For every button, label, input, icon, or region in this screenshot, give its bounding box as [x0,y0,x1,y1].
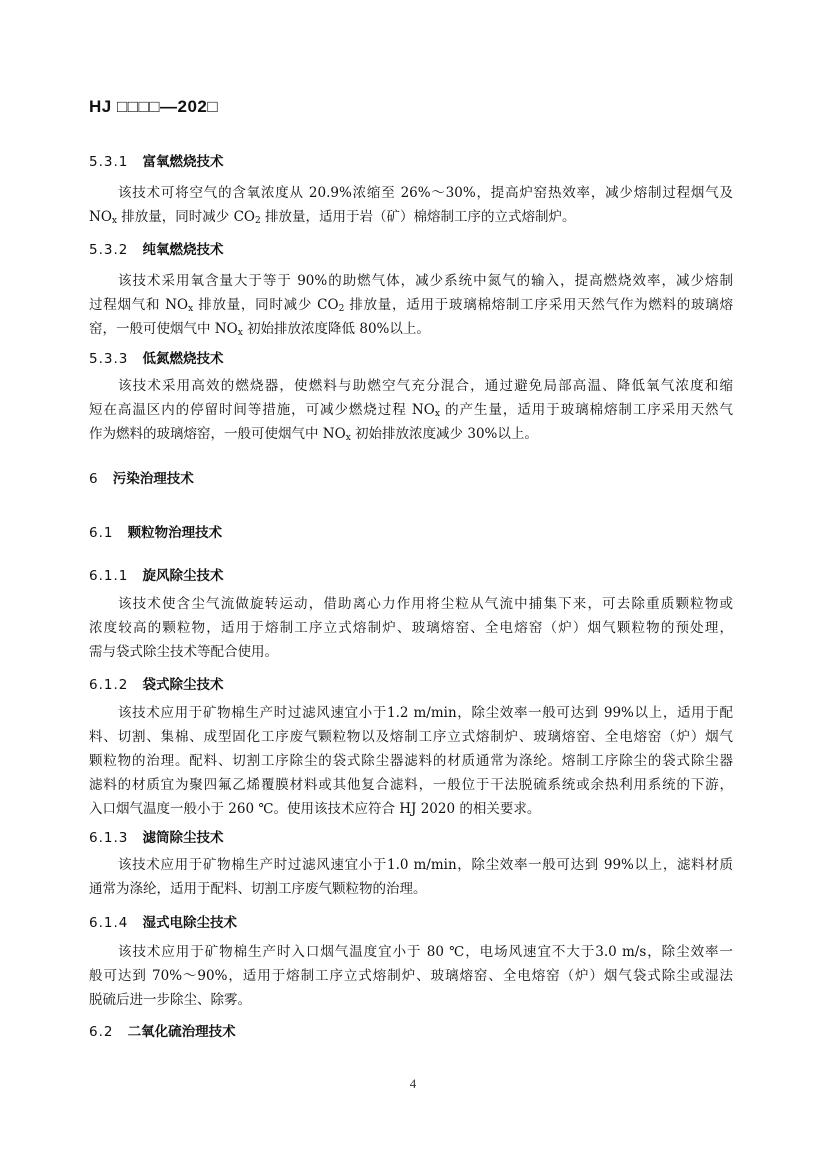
paragraph-5-3-3: 该技术采用高效的燃烧器，使燃料与助燃空气充分混合，通过避免局部高温、降低氧气浓度和缩 短在高温区内的停留时间等措施，可减少燃烧过程 $NO_x$ 的产生量，适用于玻璃棉熔制工序采用天然气 作为燃料的玻璃熔窑，一般可使烟气中 $NO_x$ 初始排放浓度减少 30%以上。 [89,378,733,443]
paragraph-5-3-2: 该技术采用氧含量大于等于 90%的助燃气体，减少系统中氮气的输入，提高燃烧效率，减少熔制 过程烟气和 $NO_x$ 排放量，同时减少 $CO_2$ 排放量，适用于玻璃棉熔制工序采用天然气作为燃料的玻璃熔 窑，一般可使烟气中 $NO_x$ 初始排放浓度降低 80%以上。 [89,273,733,338]
standard-code-header: HJ □□□□—202□ [89,97,219,116]
paragraph-6-1-1: 该技术使含尘气流做旋转运动，借助离心力作用将尘粒从气流中捕集下来，可去除重质颗粒物或 浓度较高的颗粒物，适用于熔制工序立式熔制炉、玻璃熔窑、全电熔窑（炉）烟气颗粒物的预处理， 需与袋式除尘技术等配合使用。 [89,596,733,660]
section-heading-6-1-1: 6.1.1 旋风除尘技术 [89,568,224,584]
section-heading-5-3-1: 5.3.1 富氧燃烧技术 [89,154,224,170]
section-heading-6-1: 6.1 颗粒物治理技术 [89,525,223,541]
section-heading-5-3-2: 5.3.2 纯氧燃烧技术 [89,242,224,258]
section-heading-6-1-2: 6.1.2 袋式除尘技术 [89,677,224,693]
page-number: 4 [409,1076,417,1091]
paragraph-5-3-1: 该技术可将空气的含氧浓度从 20.9%浓缩至 26%～30%，提高炉窑热效率，减少熔制过程烟气及 $NO_x$ 排放量，同时减少 $CO_2$ 排放量，适用于岩（矿）棉熔制工序的立式熔制炉。 [89,185,733,226]
section-heading-6-2: 6.2 二氧化硫治理技术 [89,1024,236,1040]
section-heading-5-3-3: 5.3.3 低氮燃烧技术 [89,351,224,367]
section-heading-6: 6 污染治理技术 [89,471,194,487]
section-heading-6-1-3: 6.1.3 滤筒除尘技术 [89,830,224,846]
paragraph-6-1-2: 该技术应用于矿物棉生产时过滤风速宜小于1.2 m/min，除尘效率一般可达到 99%以上，适用于配 料、切割、集棉、成型固化工序废气颗粒物以及熔制工序立式熔制炉、玻璃熔窑、全电熔窑（炉）烟气 颗粒物的治理。配料、切割工序除尘的袋式除尘器滤料的材质通常为涤纶。熔制工序除尘的袋式除尘器 滤料的材质宜为聚四氟乙烯覆膜材料或其他复合滤料，一般位于干法脱硫系统或余热利用系统的下游， 入口烟气温度一般小于 260 ℃。使用该技术应符合 HJ 2020 的相关要求。 [89,705,733,817]
paragraph-6-1-4: 该技术应用于矿物棉生产时入口烟气温度宜小于 80 ℃，电场风速宜不大于3.0 m/s，除尘效率一 般可达到 70%～90%，适用于熔制工序立式熔制炉、玻璃熔窑、全电熔窑（炉）烟气袋式除尘或湿法 脱硫后进一步除尘、除雾。 [89,944,733,1008]
section-heading-6-1-4: 6.1.4 湿式电除尘技术 [89,915,237,931]
paragraph-6-1-3: 该技术应用于矿物棉生产时过滤风速宜小于1.0 m/min，除尘效率一般可达到 99%以上，滤料材质 通常为涤纶，适用于配料、切割工序废气颗粒物的治理。 [89,857,733,897]
